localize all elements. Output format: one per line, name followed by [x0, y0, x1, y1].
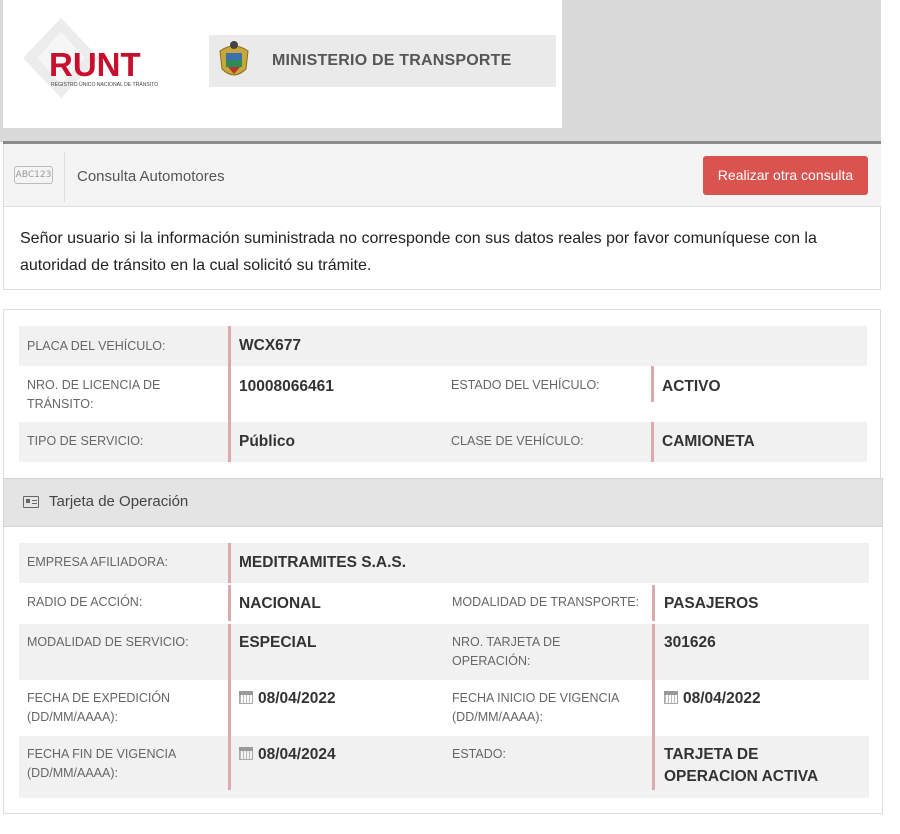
table-row — [19, 583, 869, 623]
clase-label: CLASE DE VEHÍCULO: — [451, 434, 584, 448]
empresa-label: EMPRESA AFILIADORA: — [27, 555, 169, 569]
table-row — [19, 680, 869, 736]
value-divider — [652, 624, 655, 680]
ministerio-title: MINISTERIO DE TRANSPORTE — [272, 52, 512, 69]
runt-subtitle: REGISTRO ÚNICO NACIONAL DE TRÁNSITO — [51, 82, 159, 88]
table-row — [19, 366, 867, 422]
value-divider — [228, 366, 231, 422]
tarjeta-info-panel — [3, 527, 883, 814]
servicio-value: Público — [239, 433, 295, 450]
estado-tarjeta-label: ESTADO: — [452, 747, 506, 761]
ministerio-banner — [209, 35, 556, 87]
value-divider — [228, 736, 231, 790]
estado-tarjeta-value: TARJETA DE OPERACION ACTIVA — [664, 746, 819, 785]
modalidad-transporte-label: MODALIDAD DE TRANSPORTE: — [452, 595, 640, 609]
clase-value: CAMIONETA — [662, 433, 755, 450]
value-divider — [228, 680, 231, 736]
calendar-icon — [239, 691, 253, 704]
modalidad-servicio-value: ESPECIAL — [239, 634, 317, 651]
fecha-expedicion-field — [239, 688, 336, 710]
fecha-fin-field — [239, 744, 336, 766]
calendar-icon — [664, 691, 678, 704]
fecha-inicio-value: 08/04/2022 — [683, 690, 761, 707]
fecha-expedicion-label: FECHA DE EXPEDICIÓN (DD/MM/AAAA): — [27, 691, 171, 724]
modalidad-servicio-label: MODALIDAD DE SERVICIO: — [27, 635, 189, 649]
coat-of-arms-icon — [209, 35, 259, 87]
title-separator — [64, 152, 65, 202]
value-divider — [228, 624, 231, 680]
value-divider — [228, 422, 231, 462]
fecha-inicio-label: FECHA INICIO DE VIGENCIA (DD/MM/AAAA): — [452, 691, 619, 724]
value-divider — [228, 326, 231, 366]
notice-message: Señor usuario si la información suministrada no corresponde con sus datos reales por favor comuníquese con la autoridad de tránsito en la cual solicitó su trámite. — [3, 207, 881, 290]
value-divider — [228, 543, 231, 583]
radio-value: NACIONAL — [239, 595, 321, 612]
placa-value: WCX677 — [239, 337, 302, 354]
tarjeta-section-header — [3, 478, 883, 527]
empresa-value: MEDITRAMITES S.A.S. — [239, 554, 407, 571]
value-divider — [652, 736, 655, 790]
runt-logo-text: RUNT — [49, 46, 141, 83]
page-title: Consulta Automotores — [77, 168, 225, 185]
plate-badge-icon: ABC123 — [14, 166, 53, 184]
estado-vehiculo-value: ACTIVO — [662, 378, 721, 395]
modalidad-transporte-value: PASAJEROS — [664, 595, 759, 612]
table-row — [19, 736, 869, 798]
value-divider — [228, 585, 231, 621]
vehicle-info-panel — [3, 309, 881, 479]
estado-vehiculo-label: ESTADO DEL VEHÍCULO: — [451, 378, 600, 392]
value-divider — [652, 680, 655, 736]
value-divider — [652, 585, 655, 621]
calendar-icon — [239, 747, 253, 760]
fecha-fin-label: FECHA FIN DE VIGENCIA (DD/MM/AAAA): — [27, 747, 176, 780]
placa-label: PLACA DEL VEHÍCULO: — [27, 339, 166, 353]
tarjeta-section-title: Tarjeta de Operación — [49, 493, 189, 510]
servicio-label: TIPO DE SERVICIO: — [27, 434, 144, 448]
new-query-button[interactable]: Realizar otra consulta — [703, 156, 868, 195]
table-row — [19, 422, 867, 462]
nro-tarjeta-value: 301626 — [664, 634, 716, 651]
table-row — [19, 543, 869, 583]
title-bar — [3, 144, 881, 207]
table-row — [19, 326, 867, 366]
logo-area — [3, 0, 562, 128]
value-divider — [651, 422, 654, 462]
fecha-inicio-field — [664, 688, 761, 710]
radio-label: RADIO DE ACCIÓN: — [27, 595, 143, 609]
licencia-value: 10008066461 — [239, 378, 334, 395]
runt-logo — [23, 18, 191, 108]
id-card-icon — [23, 496, 39, 508]
table-row — [19, 624, 869, 680]
licencia-label: NRO. DE LICENCIA DE TRÁNSITO: — [27, 378, 161, 411]
fecha-expedicion-value: 08/04/2022 — [258, 690, 336, 707]
fecha-fin-value: 08/04/2024 — [258, 746, 336, 763]
nro-tarjeta-label: NRO. TARJETA DE OPERACIÓN: — [452, 635, 561, 668]
value-divider — [651, 366, 654, 402]
